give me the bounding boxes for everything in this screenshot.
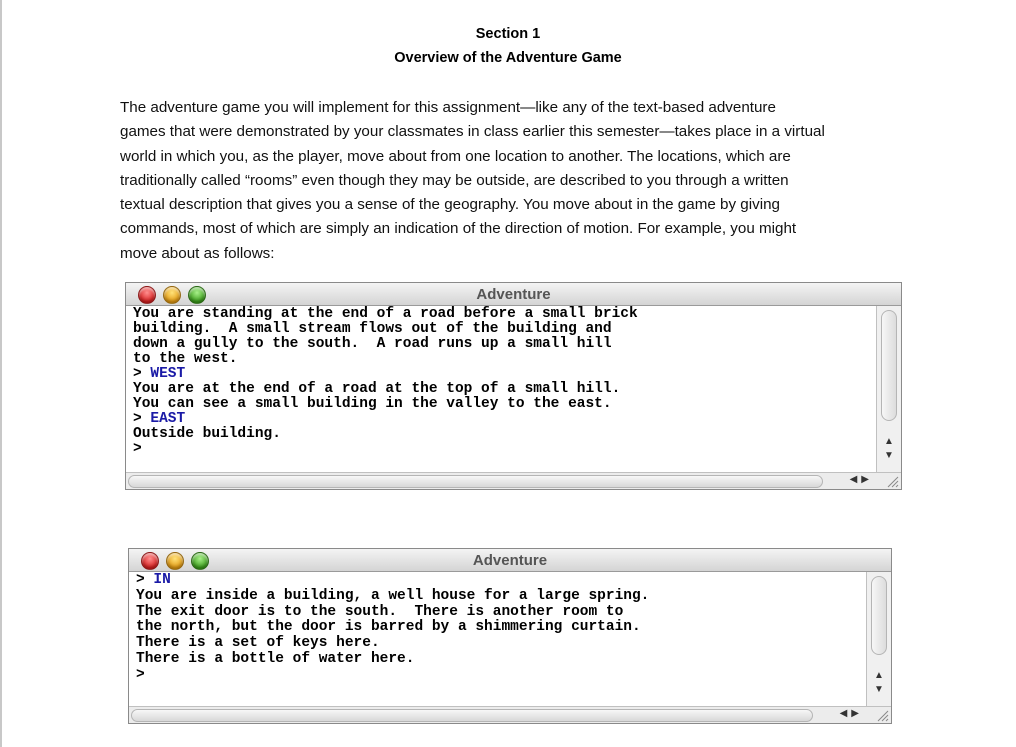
console-line — [136, 652, 861, 668]
console-line — [133, 322, 871, 337]
console-output[interactable] — [136, 573, 861, 684]
console-line — [136, 620, 861, 636]
console-line — [133, 337, 871, 352]
section-label: Section 1 — [475, 26, 541, 42]
section-title: Overview of the Adventure Game — [394, 50, 622, 66]
console-text: The exit door is to the south. There is another room to — [136, 603, 624, 620]
scroll-down-arrow-icon[interactable]: ▼ — [884, 450, 894, 461]
console-text: You can see a small building in the valley to the east. — [133, 396, 612, 412]
horizontal-scroll-arrows[interactable] — [850, 474, 873, 485]
console-line — [133, 427, 871, 442]
adventure-window-2 — [128, 548, 892, 724]
scroll-left-arrow-icon[interactable]: ◀ — [839, 708, 852, 719]
window-titlebar[interactable] — [129, 549, 891, 572]
vertical-scrollbar[interactable] — [866, 572, 891, 707]
scroll-down-arrow-icon[interactable]: ▼ — [874, 684, 884, 695]
window-titlebar[interactable] — [126, 283, 901, 306]
adventure-window-1 — [125, 282, 902, 490]
resize-grip-icon[interactable] — [885, 474, 899, 488]
console-text: > — [136, 666, 145, 683]
console-command-line — [136, 573, 861, 589]
console-text: Outside building. — [133, 426, 281, 442]
scroll-right-arrow-icon[interactable]: ▶ — [861, 474, 873, 485]
horizontal-scroll-thumb[interactable] — [131, 709, 813, 722]
horizontal-scroll-thumb[interactable] — [128, 475, 823, 488]
console-text: There is a set of keys here. — [136, 635, 380, 652]
vertical-scroll-thumb[interactable] — [881, 310, 897, 421]
console-text: You are inside a building, a well house for a large spring. — [136, 587, 650, 604]
paragraph-line: textual description that gives you a sense of the geography. You move about in the game by giving — [120, 196, 780, 214]
console-text: > — [133, 441, 142, 457]
intro-paragraph — [120, 96, 910, 266]
console-text: You are standing at the end of a road before a small brick — [133, 306, 638, 322]
console-command-line — [133, 412, 871, 427]
console-output[interactable] — [133, 307, 871, 457]
console-text: building. A small stream flows out of the building and — [133, 321, 612, 337]
paragraph-line: commands, most of which are simply an indication of the direction of motion. For example, you might — [120, 220, 797, 238]
horizontal-scroll-arrows[interactable] — [840, 708, 863, 719]
scroll-up-arrow-icon[interactable]: ▲ — [884, 436, 894, 447]
console-text: to the west. — [133, 351, 238, 367]
console-line — [136, 605, 861, 621]
window-title: Adventure — [476, 286, 551, 303]
scroll-right-arrow-icon[interactable]: ▶ — [851, 708, 863, 719]
console-line — [133, 352, 871, 367]
vertical-scroll-thumb[interactable] — [871, 576, 887, 655]
horizontal-scrollbar[interactable] — [126, 472, 901, 489]
console-line — [133, 307, 871, 322]
console-text: down a gully to the south. A road runs up a small hill — [133, 336, 612, 352]
scroll-up-arrow-icon[interactable]: ▲ — [874, 670, 884, 681]
console-text: > — [136, 572, 154, 588]
horizontal-scrollbar[interactable] — [129, 706, 891, 723]
paragraph-line: games that were demonstrated by your classmates in class earlier this semester—takes place in a virtual — [120, 123, 825, 141]
console-command: EAST — [150, 411, 186, 427]
console-line — [136, 636, 861, 652]
vertical-scrollbar[interactable] — [876, 306, 901, 473]
console-command-line — [133, 367, 871, 382]
console-command: IN — [153, 572, 171, 588]
console-line — [136, 668, 861, 684]
window-title: Adventure — [472, 552, 548, 569]
console-text: > — [133, 411, 151, 427]
console-line — [133, 397, 871, 412]
console-text: the north, but the door is barred by a shimmering curtain. — [136, 619, 641, 636]
console-line — [136, 589, 861, 605]
console-line — [133, 442, 871, 457]
paragraph-line: world in which you, as the player, move about from one location to another. The locations, which are — [120, 147, 791, 165]
console-text: You are at the end of a road at the top of a small hill. — [133, 381, 621, 397]
console-text: > — [133, 366, 151, 382]
scroll-left-arrow-icon[interactable]: ◀ — [849, 474, 862, 485]
console-text: There is a bottle of water here. — [136, 650, 415, 667]
console-line — [133, 382, 871, 397]
page-edge-rule — [0, 0, 2, 747]
paragraph-line: The adventure game you will implement for this assignment—like any of the text-based adventure — [120, 99, 776, 116]
paragraph-line: move about as follows: — [120, 244, 275, 262]
paragraph-line: traditionally called “rooms” even though they may be outside, are described to you through a written — [120, 171, 789, 189]
resize-grip-icon[interactable] — [875, 708, 889, 722]
console-command: WEST — [150, 366, 186, 382]
